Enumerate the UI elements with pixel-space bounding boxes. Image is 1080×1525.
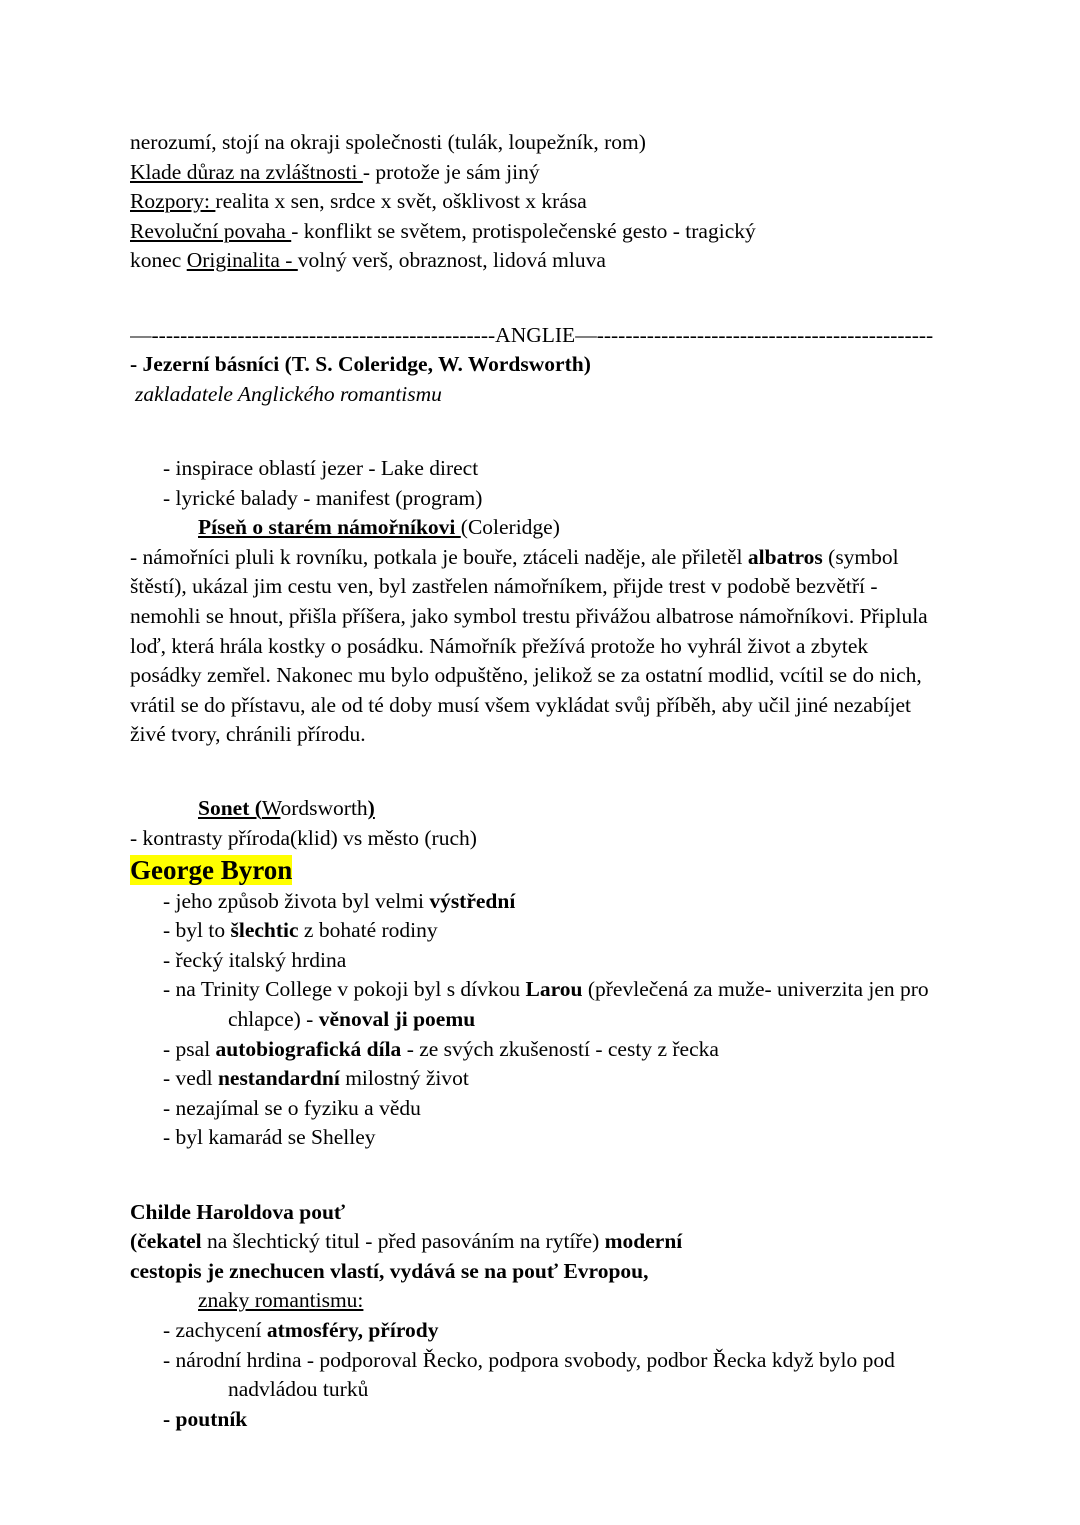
byron-bullet-6	[130, 1064, 945, 1094]
intro-text-1: nerozumí, stojí na okraji společnosti (tulák, loupežník, rom)	[130, 130, 646, 154]
work-title-line	[130, 513, 945, 543]
byron-b6-text-b: milostný život	[339, 1066, 469, 1091]
byron-bullet-1	[130, 887, 945, 917]
childe-harold-bold-moderni: moderní	[599, 1229, 683, 1254]
childe-harold-bold-cekatel: (čekatel	[130, 1229, 202, 1254]
spacer-2b	[130, 439, 945, 454]
byron-b4-bold-larou: Larou	[525, 977, 583, 1002]
spacer-4b	[130, 1183, 945, 1198]
ch-b1-text-a: - zachycení	[163, 1317, 267, 1342]
byron-b5-bold-autobiograficka-dila: autobiografická díla	[215, 1036, 402, 1061]
byron-b2-text-a: - byl to	[163, 918, 231, 943]
intro-keyword-zvlastnosti: Klade důraz na zvláštnosti	[130, 159, 363, 184]
childe-harold-bullet-3: - poutník	[163, 1406, 248, 1431]
intro-text-5-prefix: konec	[130, 248, 187, 273]
intro-text-3: realita x sen, srdce x svět, ošklivost x krása	[215, 189, 587, 214]
lake-poets-bullet-1: - inspirace oblastí jezer - Lake direct	[163, 455, 479, 480]
intro-keyword-rozpory: Rozpory:	[130, 189, 216, 214]
spacer-4	[130, 1153, 945, 1183]
byron-heading-line	[130, 854, 945, 887]
byron-bullet-2	[130, 916, 945, 946]
byron-b4-bold-venoval-ji-poemu: věnoval ji poemu	[318, 1007, 476, 1032]
intro-keyword-originalita: Originalita -	[186, 248, 298, 273]
lake-poets-heading: - Jezerní básníci (T. S. Coleridge, W. Wordsworth)	[130, 352, 591, 377]
work-summary-paragraph	[130, 543, 945, 750]
childe-harold-bullet-2: - národní hrdina - podporoval Řecko, podpora svobody, podbor Řecka když bylo pod nadvládou turků	[163, 1347, 895, 1402]
section-separator-anglie	[130, 321, 945, 351]
summary-keyword-albatros: albatros	[747, 544, 823, 569]
byron-b5-text-b: - ze svých zkušeností - cesty z řecka	[401, 1036, 719, 1061]
childe-harold-line-3: cestopis je znechucen vlastí, vydává se na pouť Evropou,	[130, 1258, 649, 1283]
spacer-1	[130, 276, 945, 306]
work-title-pisen-o-starem-namornikovi: Píseň o starém námořníkovi	[198, 515, 461, 540]
byron-bullet-5	[130, 1035, 945, 1065]
childe-harold-title: Childe Haroldova pouť	[130, 1199, 346, 1224]
byron-bullet-8: - byl kamarád se Shelley	[163, 1125, 376, 1150]
byron-b4-text-b: (převlečená za muže- univerzita jen pro chlapce) -	[228, 977, 929, 1032]
byron-b4-text-a: - na Trinity College v pokoji byl s dívkou	[163, 977, 526, 1002]
spacer-2	[130, 409, 945, 439]
byron-b1-text-a: - jeho způsob života byl velmi	[163, 888, 430, 913]
ch-b1-bold-atmosfery-prirody: atmosféry, přírody	[266, 1317, 439, 1342]
lake-poets-bullet-2: - lyrické balady - manifest (program)	[163, 485, 483, 510]
sonet-title-line	[130, 794, 945, 824]
summary-part-2: (symbol štěstí), ukázal jim cestu ven, byl zastřelen námořníkem, přijde trest v podobě bezvětří - nemohli se hnout, přišla příšera, jako symbol trestu přivážou albatrose námořníkovi. Připlula loď, která hrála kostky o posádku. Námořník přežívá protože ho vyhrál život a zbytek posádky zemřel. Nakonec mu bylo odpuštěno, jelikož se za ostatní modlid, vcítil se do nich, vrátil se do přístavu, ale od té doby musí všem vykládat svůj příběh, aby učil jiné nezabíjet živé tvory, chránili přírodu.	[130, 544, 928, 747]
znaky-romantismu-label: znaky romantismu:	[198, 1288, 364, 1313]
intro-line-1	[130, 128, 945, 158]
sonet-title-part-d: )	[367, 796, 375, 821]
spacer-3	[130, 750, 945, 780]
work-author-coleridge: (Coleridge)	[460, 515, 560, 540]
sonet-note: - kontrasty příroda(klid) vs město (ruch)	[130, 826, 477, 851]
childe-harold-line2-plain: na šlechtický titul - před pasováním na rytíře)	[201, 1229, 600, 1254]
childe-harold-line-2	[130, 1227, 945, 1257]
spacer-3b	[130, 779, 945, 794]
intro-line-3	[130, 187, 945, 217]
lake-poets-subheading: zakladatele Anglického romantismu	[135, 381, 442, 406]
byron-bullet-4	[130, 975, 945, 1034]
spacer-1b	[130, 306, 945, 321]
intro-text-2: - protože je sám jiný	[362, 159, 540, 184]
separator-dashes-left: —------------------------------------------------	[130, 322, 496, 347]
intro-text-5: volný verš, obraznost, lidová mluva	[297, 248, 606, 273]
childe-harold-bullet-1	[130, 1316, 945, 1346]
document-body	[130, 128, 945, 1434]
byron-b2-bold-slechtic: šlechtic	[230, 918, 299, 943]
intro-text-4: - konflikt se světem, protispolečenské gesto - tragický	[291, 218, 756, 243]
summary-part-1: - námořníci pluli k rovníku, potkala je bouře, ztáceli naděje, ale přiletěl	[130, 544, 748, 569]
separator-dashes-right: —-----------------------------------------------	[575, 322, 934, 347]
intro-keyword-revolucni-povaha: Revoluční povaha	[130, 218, 292, 243]
byron-b5-text-a: - psal	[163, 1036, 216, 1061]
byron-b2-text-b: z bohaté rodiny	[298, 918, 438, 943]
byron-name-highlighted: George Byron	[130, 854, 293, 885]
intro-line-5	[130, 246, 945, 276]
byron-b1-bold-vystredni: výstřední	[429, 888, 516, 913]
byron-b6-text-a: - vedl	[163, 1066, 218, 1091]
byron-bullet-7: - nezajímal se o fyziku a vědu	[163, 1095, 421, 1120]
byron-bullet-3: - řecký italský hrdina	[163, 947, 347, 972]
separator-label: ANGLIE	[495, 322, 576, 347]
sonet-title-part-a: Sonet (	[198, 796, 262, 821]
byron-b6-bold-nestandardni: nestandardní	[217, 1066, 340, 1091]
znaky-romantismu-line	[130, 1286, 945, 1316]
intro-line-2	[130, 158, 945, 188]
sonet-title-part-b: W	[261, 796, 281, 821]
sonet-author-wordsworth: ordsworth	[280, 796, 368, 821]
intro-line-4	[130, 217, 945, 247]
